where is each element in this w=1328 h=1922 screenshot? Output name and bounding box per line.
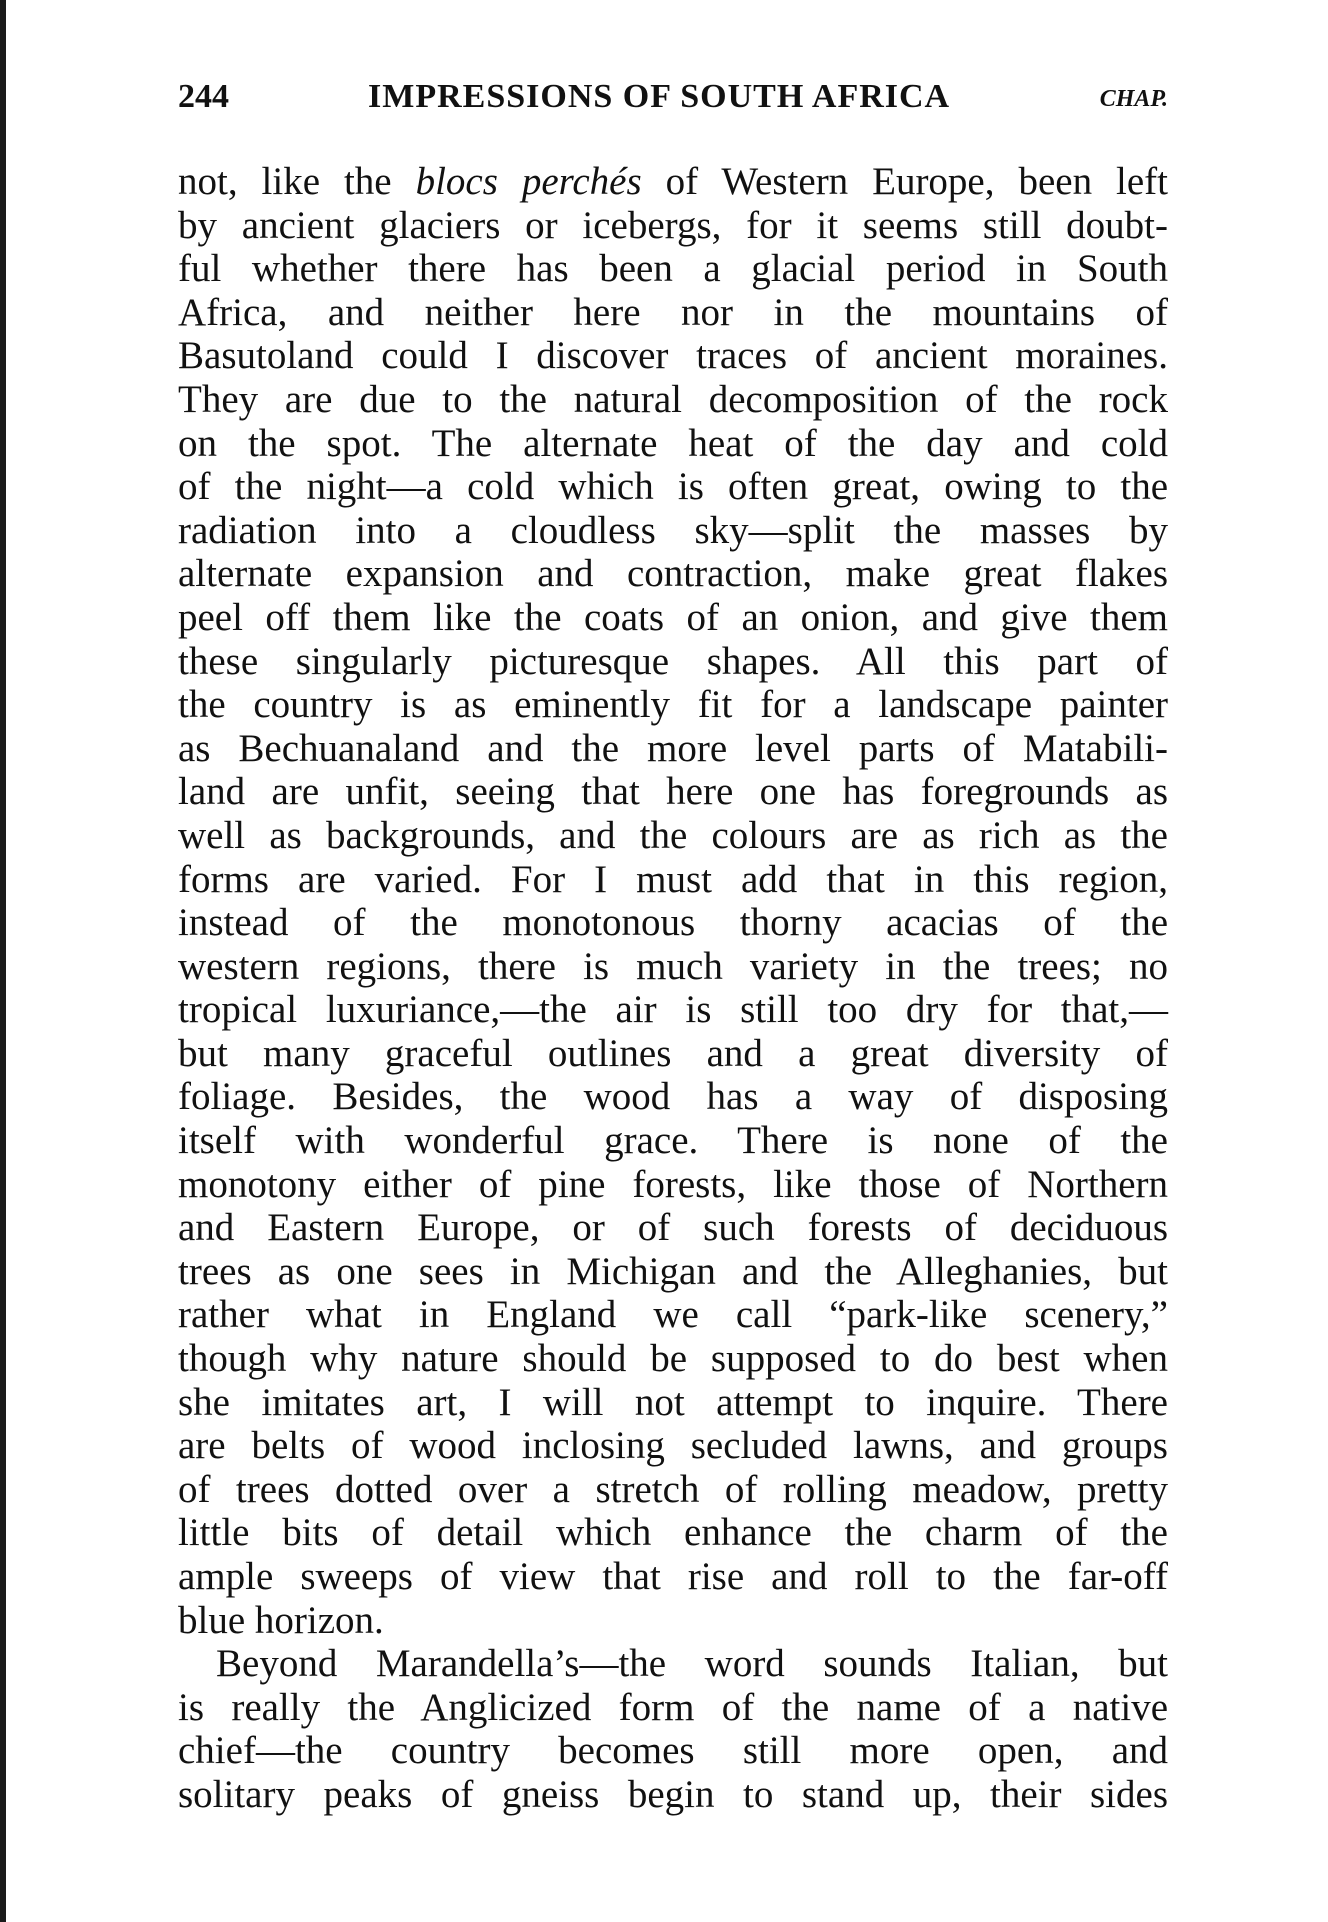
text-line: these singularly picturesque shapes. All this part of bbox=[178, 639, 1168, 683]
paragraph bbox=[178, 1642, 1168, 1816]
text-line: Beyond Marandella’s—the word sounds Italian, but bbox=[216, 1642, 1168, 1686]
running-title: IMPRESSIONS OF SOUTH AFRICA bbox=[368, 78, 951, 115]
text-line: Basutoland could I discover traces of ancient moraines. bbox=[178, 334, 1168, 378]
text-line: though why nature should be supposed to do best when bbox=[178, 1337, 1168, 1381]
text-line: instead of the monotonous thorny acacias of the bbox=[178, 901, 1168, 945]
text-line: alternate expansion and contraction, make great flakes bbox=[178, 552, 1168, 596]
text-line: rather what in England we call “park-like scenery,” bbox=[178, 1293, 1168, 1337]
text-line: well as backgrounds, and the colours are as rich as the bbox=[178, 813, 1168, 857]
text-line: chief—the country becomes still more open, and bbox=[178, 1729, 1168, 1773]
text-line: land are unfit, seeing that here one has foregrounds as bbox=[178, 770, 1168, 814]
text-line: and Eastern Europe, or of such forests of deciduous bbox=[178, 1206, 1168, 1250]
page-edge bbox=[0, 0, 6, 1922]
text-line: on the spot. The alternate heat of the day and cold bbox=[178, 421, 1168, 465]
text-line: tropical luxuriance,—the air is still too dry for that,— bbox=[178, 988, 1168, 1032]
text-line: blue horizon. bbox=[178, 1598, 384, 1642]
paragraph bbox=[178, 160, 1168, 1642]
text-line: western regions, there is much variety in the trees; no bbox=[178, 944, 1168, 988]
text-line: but many graceful outlines and a great diversity of bbox=[178, 1031, 1168, 1075]
text-line: she imitates art, I will not attempt to inquire. There bbox=[178, 1380, 1168, 1424]
text-line: solitary peaks of gneiss begin to stand up, their sides bbox=[178, 1772, 1168, 1816]
body-text bbox=[178, 160, 1168, 1817]
text-line: is really the Anglicized form of the name of a native bbox=[178, 1685, 1168, 1729]
text-line: ful whether there has been a glacial period in South bbox=[178, 247, 1168, 291]
chapter-abbreviation: CHAP. bbox=[1099, 86, 1168, 112]
text-line: of the night—a cold which is often great, owing to the bbox=[178, 465, 1168, 509]
text-line: as Bechuanaland and the more level parts of Matabili- bbox=[178, 726, 1168, 770]
text-line: the country is as eminently fit for a landscape painter bbox=[178, 683, 1168, 727]
text-line: peel off them like the coats of an onion, and give them bbox=[178, 595, 1168, 639]
text-segment: not, like the bbox=[178, 160, 416, 203]
italic-phrase: blocs perchés bbox=[415, 160, 642, 203]
text-line: They are due to the natural decomposition of the rock bbox=[178, 377, 1168, 421]
text-line: radiation into a cloudless sky—split the masses by bbox=[178, 508, 1168, 552]
text-line: trees as one sees in Michigan and the Alleghanies, but bbox=[178, 1249, 1168, 1293]
text-line: little bits of detail which enhance the charm of the bbox=[178, 1511, 1168, 1555]
text-line: of trees dotted over a stretch of rolling meadow, pretty bbox=[178, 1467, 1168, 1511]
page-number: 244 bbox=[178, 78, 229, 115]
text-line: are belts of wood inclosing secluded lawns, and groups bbox=[178, 1424, 1168, 1468]
text-line: forms are varied. For I must add that in this region, bbox=[178, 857, 1168, 901]
text-line: Africa, and neither here nor in the mountains of bbox=[178, 290, 1168, 334]
text-line: itself with wonderful grace. There is none of the bbox=[178, 1119, 1168, 1163]
text-line: ample sweeps of view that rise and roll to the far-off bbox=[178, 1555, 1168, 1598]
text-line: foliage. Besides, the wood has a way of disposing bbox=[178, 1075, 1168, 1119]
text-segment: of Western Europe, been left bbox=[641, 160, 1168, 203]
text-line: monotony either of pine forests, like those of Northern bbox=[178, 1162, 1168, 1206]
text-line: by ancient glaciers or icebergs, for it seems still doubt- bbox=[178, 203, 1168, 247]
running-header bbox=[178, 78, 1168, 126]
text-line bbox=[178, 160, 1168, 204]
